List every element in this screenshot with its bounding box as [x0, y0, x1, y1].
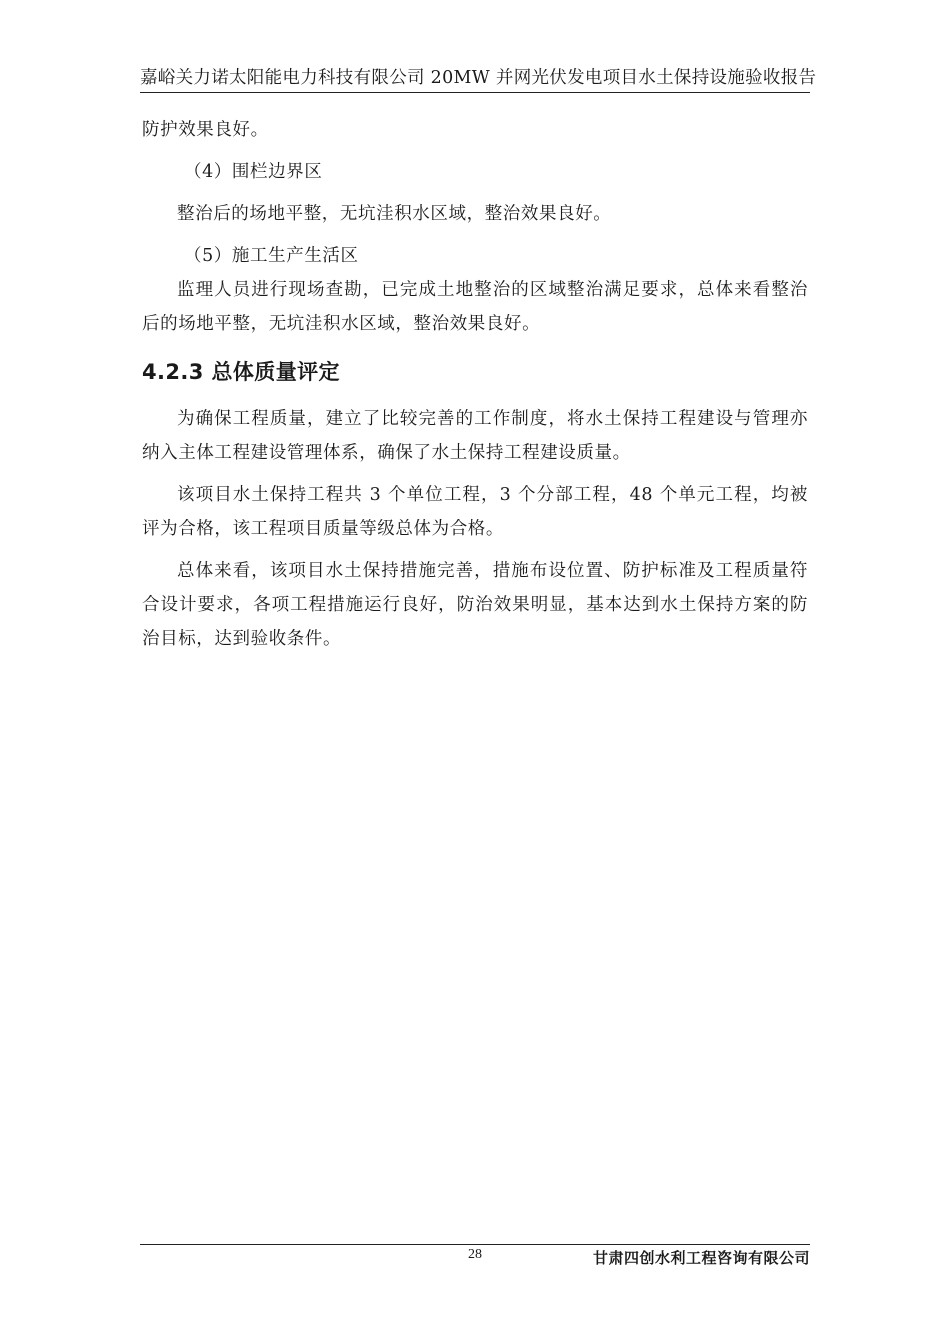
paragraph-conclusion: 总体来看，该项目水土保持措施完善，措施布设位置、防护标准及工程质量符合设计要求，各项工程措施运行良好，防治效果明显，基本达到水土保持方案的防治目标，达到验收条件。: [142, 561, 808, 649]
item-4-title: （4）围栏边界区: [184, 162, 323, 182]
paragraph-continued: 防护效果良好。: [142, 120, 269, 140]
paragraph-quality-system: 为确保工程质量，建立了比较完善的工作制度，将水土保持工程建设与管理亦纳入主体工程建设管理体系，确保了水土保持工程建设质量。: [142, 409, 808, 463]
section-heading: 4.2.3 总体质量评定: [142, 360, 340, 384]
footer-divider: [140, 1244, 810, 1245]
paragraph-unit-works: 该项目水土保持工程共 3 个单位工程，3 个分部工程，48 个单元工程，均被评为合格，该工程项目质量等级总体为合格。: [142, 485, 808, 539]
document-body: [142, 113, 808, 656]
page-number: 28: [468, 1247, 482, 1262]
item-5-title: （5）施工生产生活区: [184, 246, 359, 266]
item-4-text: 整治后的场地平整，无坑洼积水区域，整治效果良好。: [177, 204, 612, 224]
page-header-title: 嘉峪关力诺太阳能电力科技有限公司 20MW 并网光伏发电项目水土保持设施验收报告: [140, 68, 817, 88]
item-5-text: 监理人员进行现场查勘，已完成土地整治的区域整治满足要求，总体来看整治后的场地平整，无坑洼积水区域，整治效果良好。: [142, 280, 808, 334]
header-divider: [140, 92, 810, 93]
footer-company-name: 甘肃四创水利工程咨询有限公司: [592, 1249, 810, 1267]
